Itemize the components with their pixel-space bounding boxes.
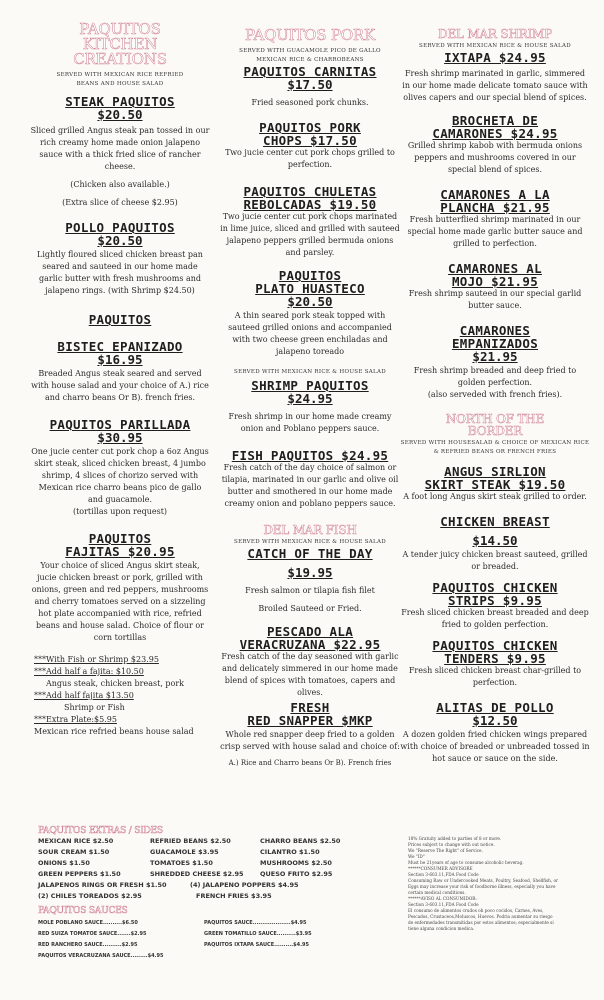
item-price: $30.95: [97, 430, 143, 445]
section-subtitle: SERVED WITH MEXICAN RICE & HOUSE SALAD: [234, 539, 386, 545]
item-name: BROCHETA DE: [451, 113, 539, 128]
sauce-item: MOLE POBLANO SAUCE..........$6.50: [38, 920, 138, 926]
item-description: Sliced grilled Angus steak pan tossed in our rich creamy home made onion jalapeno sauce with a thick fried slice of rancher cheese.: [30, 126, 210, 171]
menu-item: [220, 65, 400, 109]
item-name-line2: CHOPS $17.50: [263, 133, 357, 148]
menu-item: [220, 701, 400, 769]
notice-line: de enfermedades transmitidas por estos alimentos; especialmente si: [408, 920, 554, 925]
sauce-item: GREEN TOMATILLO SAUCE..........$3.95: [204, 931, 312, 937]
menu-item: [400, 262, 590, 312]
consumer-advisory: [408, 836, 588, 932]
notice-line: Must be 21years of age to consume alcoholic beverag.: [408, 860, 524, 865]
item-name: CAMARONES AL: [448, 261, 542, 276]
item-description: A foot long Angus skirt steak grilled to order.: [403, 492, 587, 501]
menu-item: [220, 547, 400, 615]
menu-item: [400, 581, 590, 631]
item-name: CAMARONES: [459, 323, 531, 338]
item-description: Fresh sliced chicken breast breaded and deep fried to golden perfection.: [401, 608, 589, 629]
sauce-item: PAQUITOS VERACRUZANA SAUCE.........$4.95: [38, 953, 164, 959]
item-name: PAQUITOS: [278, 268, 342, 283]
sauce-item: PAQUITOS SAUCE....................$4.95: [204, 920, 307, 926]
extra-item: CILANTRO $1.50: [260, 848, 320, 856]
menu-item: [30, 221, 210, 297]
menu-item: [30, 418, 210, 518]
item-name: CHICKEN BREAST: [440, 514, 550, 529]
extras-grid: [38, 836, 368, 904]
menu-item: [220, 368, 400, 435]
menu-item: [220, 449, 400, 510]
menu-item: [400, 639, 590, 689]
section-title: PAQUITOS EXTRAS / SIDES: [38, 826, 163, 836]
item-name: PESCADO ALA: [266, 624, 354, 639]
notice-line: Eggs may increase your risk of foodborne illness, especially you have: [408, 884, 556, 889]
item-description: Your choice of sliced Angus skirt steak, jucie chicken breast or pork, grilled with onions, green and red peppers, mushrooms and cherry tomatoes served on a sizzeling hot plate accompanied with rice, refried beans and house salad. Choice of flour or corn tortillas: [31, 561, 209, 642]
item-name-line2: VERACRUZANA $22.95: [239, 637, 381, 652]
extras-sides: [38, 826, 368, 964]
notice-line: tiene alguna condicion medica.: [408, 926, 475, 931]
notice-line: We "Reserve The Right" of Service.: [408, 848, 483, 853]
item-description: Breaded Angus steak seared and served with house salad and your choice of A.) rice and charro beans Or B). french fries.: [31, 369, 209, 402]
item-name: PAQUITOS CHICKEN: [432, 580, 558, 595]
fajita-addons: [30, 654, 210, 738]
section-subtitle: MEXICAN RICE & CHARROBEANS: [256, 57, 364, 63]
extra-item: (4) JALAPENO POPPERS $4.95: [190, 881, 299, 889]
menu-item: [30, 313, 210, 404]
extra-item: SHREDDED CHEESE $2.95: [150, 870, 244, 878]
extra-item: GREEN PEPPERS $1.50: [38, 870, 121, 878]
extra-item: SOUR CREAM $1.50: [38, 848, 110, 856]
notice-line: certain medical conditions.: [408, 890, 466, 895]
item-note: (tortillas upon request): [72, 507, 168, 516]
item-name: ALITAS DE POLLO: [436, 700, 554, 715]
extra-item: JALAPENOS RINGS OR FRESH $1.50: [38, 881, 167, 889]
extra-item: REFRIED BEANS $2.50: [150, 837, 231, 845]
section-subtitle: SERVED WITH GUACAMOLE PICO DE GALLO: [239, 48, 381, 54]
item-price: $16.95: [97, 352, 143, 367]
item-price: $20.50: [287, 294, 333, 309]
addon-line: Angus steak, chicken breast, pork: [46, 679, 185, 688]
item-description: A.) Rice and Charro beans Or B). French fries: [228, 759, 392, 767]
notice-line: El consumo de alimentos crudos oh poco cocidos, Carnes, Aves,: [408, 908, 544, 913]
menu-item: [30, 95, 210, 209]
menu-item: [220, 625, 400, 699]
item-name: CAMARONES A LA: [440, 187, 550, 202]
item-name: PAQUITOS: [88, 531, 152, 546]
sauce-item: PAQUITOS IXTAPA SAUCE..........$4.95: [204, 942, 309, 948]
item-description: Fresh catch of the day seasoned with garlic and delicately simmered in our home made blend of spices with tomatoes, capers and olives.: [221, 652, 399, 697]
extra-item: MEXICAN RICE $2.50: [38, 837, 114, 845]
item-name: IXTAPA $24.95: [444, 50, 546, 65]
item-description: One jucie center cut pork chop a 6oz Angus skirt steak, sliced chicken breast, 4 jumbo shrimp, 4 slices of chorizo served with Mexican rice charro beans pico de gallo and guacamole.: [31, 447, 209, 504]
section-title: PAQUITOS PORK: [244, 26, 376, 44]
item-description: A thin seared pork steak topped with sauteed grilled onions and accompanied with two cheese green enchiladas and jalapeno toreado: [228, 311, 392, 356]
item-name-line2: STRIPS $9.95: [448, 593, 542, 608]
item-name: PAQUITOS CARNITAS: [243, 64, 377, 79]
section-title: NORTH OF THE BORDER: [445, 412, 545, 438]
notice-line: Consuming Raw or Undercooked Meats, Poultry, Seafood, Shellfish, or: [408, 878, 559, 883]
section-subtitle: SERVED WITH MEXICAN RICE REFRIED BEANS AND HOUSE SALAD: [56, 72, 184, 87]
item-name: PAQUITOS PORK: [259, 120, 361, 135]
item-description: Fried seasoned pork chunks.: [251, 98, 369, 107]
item-description: Grilled shrimp kabob with bermuda onions peppers and mushrooms covered in our special blend of spices.: [407, 141, 583, 174]
notice-line: Pescados, Crustaceos,Moluscos, Huevos. Podria aumentar su riesgo: [408, 914, 553, 919]
notice-line: ******AVISO AL CONSUMIDOR:: [408, 896, 477, 901]
item-price: $19.95: [287, 565, 333, 580]
addon-line: Shrimp or Fish: [64, 703, 125, 712]
sauce-item: RED RANCHERO SAUCE..........$2.95: [38, 942, 138, 948]
item-description: Two jucie center cut pork chops marinated in lime juice, sliced and grilled with sauteed jalapeno peppers grilled bermuda onions and parsley.: [220, 212, 400, 257]
item-description: Fresh shrimp sauteed in our special garlid butter sauce.: [408, 289, 582, 310]
section-title: DEL MAR SHRIMP: [438, 27, 552, 41]
item-name: FRESH: [290, 700, 330, 715]
item-name: PAQUITOS PARILLADA: [49, 417, 191, 432]
item-name-line2: CAMARONES $24.95: [432, 126, 558, 141]
extra-item: TOMATOES $1.50: [150, 859, 213, 867]
item-subtitle: SERVED WITH MEXICAN RICE & HOUSE SALAD: [234, 369, 386, 375]
extra-item: QUESO FRITO $2.95: [260, 870, 333, 878]
menu-item: [400, 465, 590, 503]
item-name: SHRIMP PAQUITOS: [251, 378, 369, 393]
item-description: (also serveded with french fries).: [427, 390, 563, 399]
menu-item: [400, 701, 590, 765]
menu-item: [400, 114, 590, 176]
item-description: A dozen golden fried chicken wings prepared with choice of breaded or unbreaded tossed in hot sauce or sauce on the side.: [400, 730, 590, 763]
extra-item: ONIONS $1.50: [38, 859, 90, 867]
item-price: $20.50: [97, 233, 143, 248]
addon-line: ***With Fish or Shrimp $23.95: [34, 655, 159, 664]
item-name: PAQUITOS CHULETAS: [243, 184, 377, 199]
menu-item: [400, 188, 590, 250]
menu-item: [30, 532, 210, 644]
item-price: $14.50: [472, 533, 518, 548]
item-name: CATCH OF THE DAY: [247, 546, 373, 561]
sauces-grid: [38, 916, 368, 964]
addon-line: ***Extra Plate:$5.95: [34, 715, 117, 724]
item-price: $12.50: [472, 713, 518, 728]
item-description: Fresh sliced chicken breast char-grilled to perfection.: [408, 666, 582, 687]
item-description: Fresh shrimp breaded and deep fried to golden perfection.: [413, 366, 577, 387]
item-description: A tender juicy chicken breast sauteed, grilled or breaded.: [402, 550, 588, 571]
section-title: PAQUITOS SAUCES: [38, 906, 128, 916]
menu-item: [220, 185, 400, 259]
item-name-line2: TENDERS $9.95: [444, 651, 546, 666]
item-name-line2: SKIRT STEAK $19.50: [424, 477, 566, 492]
item-name: PAQUITOS: [88, 312, 152, 327]
item-description: Fresh shrimp marinated in garlic, simmered in our home made delicate tomato sauce with olives capers and our special blend of spices.: [402, 69, 588, 102]
notice-line: Prices subject to change with out notice.: [408, 842, 495, 847]
item-name: ANGUS SIRLION: [444, 464, 546, 479]
item-name: STEAK PAQUITOS: [65, 94, 175, 109]
menu-item: [400, 324, 590, 401]
item-price: $24.95: [287, 391, 333, 406]
menu-item: [220, 121, 400, 171]
seafood-north-column: [400, 20, 590, 765]
section-title: PAQUITOS KITCHEN CREATIONS: [73, 20, 167, 68]
menu-item: [220, 269, 400, 358]
notice-line: Section 3-603.11,FDA Food Code: [408, 902, 479, 907]
item-description: Fresh catch of the day choice of salmon or tilapia, marinated in our garlic and olive oil butter and smothered in our home made creamy onion and poblano peppers sauce.: [221, 463, 399, 508]
addon-line: ***Add half a fajita: $10.50: [34, 667, 144, 676]
extra-item: (2) CHILES TOREADOS $2.95: [38, 892, 142, 900]
item-name: PAQUITOS CHICKEN: [432, 638, 558, 653]
pork-column: [220, 20, 400, 769]
sauce-item: RED SUIZA TOMATOE SAUCE.......$2.95: [38, 931, 147, 937]
item-name-line2: FAJITAS $20.95: [65, 544, 175, 559]
item-name-line2: BISTEC EPANIZADO: [57, 339, 183, 354]
extra-item: GUACAMOLE $3.95: [150, 848, 219, 856]
extra-item: FRENCH FRIES $3.95: [196, 892, 272, 900]
menu-item: [400, 515, 590, 573]
item-name-line2: MOJO $21.95: [451, 274, 539, 289]
item-description: Broiled Sauteed or Fried.: [258, 604, 362, 613]
item-name-line2: PLANCHA $21.95: [440, 200, 550, 215]
item-note: (Chicken also available.): [70, 180, 170, 189]
item-description: Lightly floured sliced chicken breast pan seared and sauteed in our home made garlic butter with fresh mushrooms and jalapeno rings. (with Shrimp $24.50): [37, 250, 203, 295]
extra-item: MUSHROOMS $2.50: [260, 859, 332, 867]
item-price: $20.50: [97, 107, 143, 122]
item-name: POLLO PAQUITOS: [65, 220, 175, 235]
extra-item: CHARRO BEANS $2.50: [260, 837, 341, 845]
item-price: $17.50: [287, 77, 333, 92]
notice-line: 18% Gratuity added to parties of 8 or more.: [408, 836, 502, 841]
item-note: (Extra slice of cheese $2.95): [62, 198, 178, 207]
item-name-line2: REBOLCADAS $19.50: [243, 197, 377, 212]
section-subtitle: SERVED WITH MEXICAN RICE & HOUSE SALAD: [419, 43, 571, 49]
item-description: Fresh salmon or tilapia fish filet: [245, 586, 375, 595]
notice-line: ******CONSUMER ADVISORE: [408, 866, 473, 871]
section-subtitle: SERVED WITH HOUSESALAD & CHOICE OF MEXICAN RICE & REFRIED BEANS OR FRENCH FRIES: [400, 440, 590, 455]
item-name: FISH PAQUITOS $24.95: [231, 448, 389, 463]
addon-line: Mexican rice refried beans house salad: [34, 727, 194, 736]
item-description: Fresh butterflied shrimp marinated in our special home made garlic butter sauce and grilled to perfection.: [407, 215, 583, 248]
kitchen-creations-column: [30, 20, 210, 738]
item-description: Fresh shrimp in our home made creamy onion and Poblano peppers sauce.: [228, 412, 392, 433]
section-title: DEL MAR FISH: [263, 523, 357, 537]
addon-line: ***Add half fajita $13.50: [34, 691, 134, 700]
notice-line: We "ID": [408, 854, 425, 859]
item-name-line2: EMPANIZADOS: [451, 336, 539, 351]
notice-line: Section 3-603.11,FDA Food Code: [408, 872, 479, 877]
item-description: Whole red snapper deep fried to a golden crisp served with house salad and choice of:: [220, 730, 400, 751]
item-name-line2: PLATO HUASTECO: [255, 281, 365, 296]
item-price: $21.95: [472, 349, 518, 364]
item-name-line2: RED SNAPPER $MKP: [247, 713, 373, 728]
item-description: Two jucie center cut pork chops grilled to perfection.: [225, 148, 395, 169]
menu-item: [400, 51, 590, 104]
